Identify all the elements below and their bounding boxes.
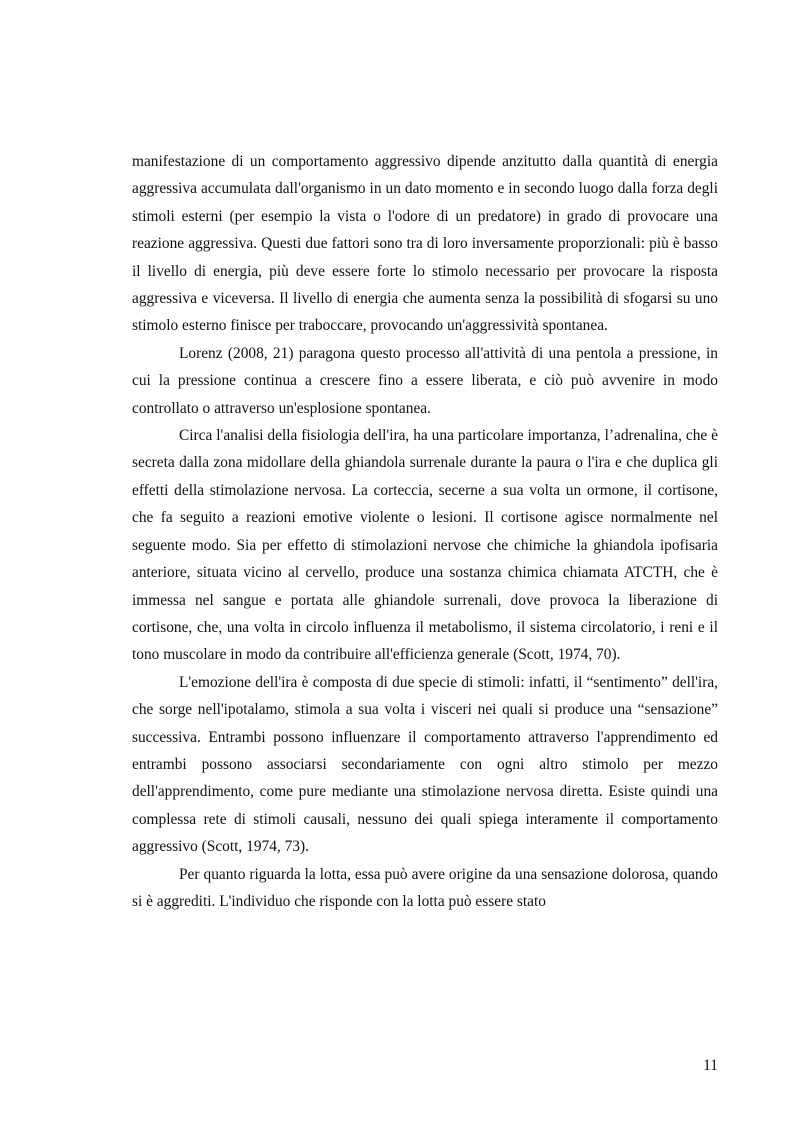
paragraph-fight: Per quanto riguarda la lotta, essa può avere origine da una sensazione dolorosa, quando si è aggrediti. L'individuo che risponde con la lotta può essere stato: [132, 865, 718, 910]
paragraph-continued: manifestazione di un comportamento aggressivo dipende anzitutto dalla quantità di energia aggressiva accumulata dall'organismo in un dato momento e in secondo luogo dalla forza degli stimoli esterni (per esempio la vista o l'odore di un predatore) in grado di provocare una reazione aggressiva. Questi due fattori sono tra di loro inversamente proporzionali: più è basso il livello di energia, più deve essere forte lo stimolo necessario per provocare la risposta aggressiva e viceversa. Il livello di energia che aumenta senza la possibilità di sfogarsi su uno stimolo esterno finisce per traboccare, provocando un'aggressività spontanea.: [132, 153, 718, 335]
paragraph-physiology: Circa l'analisi della fisiologia dell'ira, ha una particolare importanza, l’adrenalina, che è secreta dalla zona midollare della ghiandola surrenale durante la paura o l'ira e che duplica gli effetti della stimolazione nervosa. La corteccia, secerne a sua volta un ormone, il cortisone, che fa seguito a reazioni emotive violente o lesioni. Il cortisone agisce normalmente nel seguente modo. Sia per effetto di stimolazioni nervose che chimiche la ghiandola ipofisaria anteriore, situata vicino al cervello, produce una sostanza chimica chiamata ATCTH, che è immessa nel sangue e portata alle ghiandole surrenali, dove provoca la liberazione di cortisone, che, una volta in circolo influenza il metabolismo, il sistema circolatorio, i reni e il tono muscolare in modo da contribuire all'efficienza generale (Scott, 1974, 70).: [132, 427, 718, 664]
page-body: [132, 148, 718, 915]
paragraph-emotion: L'emozione dell'ira è composta di due specie di stimoli: infatti, il “sentimento” dell'ira, che sorge nell'ipotalamo, stimola a sua volta i visceri nei quali si produce una “sensazione” successiva. Entrambi possono influenzare il comportamento attraverso l'apprendimento ed entrambi possono associarsi secondariamente con ogni altro stimolo per mezzo dell'apprendimento, come pure mediante una stimolazione nervosa diretta. Esiste quindi una complessa rete di stimoli causali, nessuno dei quali spiega interamente il comportamento aggressivo (Scott, 1974, 73).: [132, 673, 718, 856]
page-number: 11: [703, 1057, 718, 1074]
paragraph-lorenz: Lorenz (2008, 21) paragona questo processo all'attività di una pentola a pressione, in cui la pressione continua a crescere fino a essere liberata, e ciò può avvenire in modo controllato o attraverso un'esplosione spontanea.: [132, 344, 718, 417]
